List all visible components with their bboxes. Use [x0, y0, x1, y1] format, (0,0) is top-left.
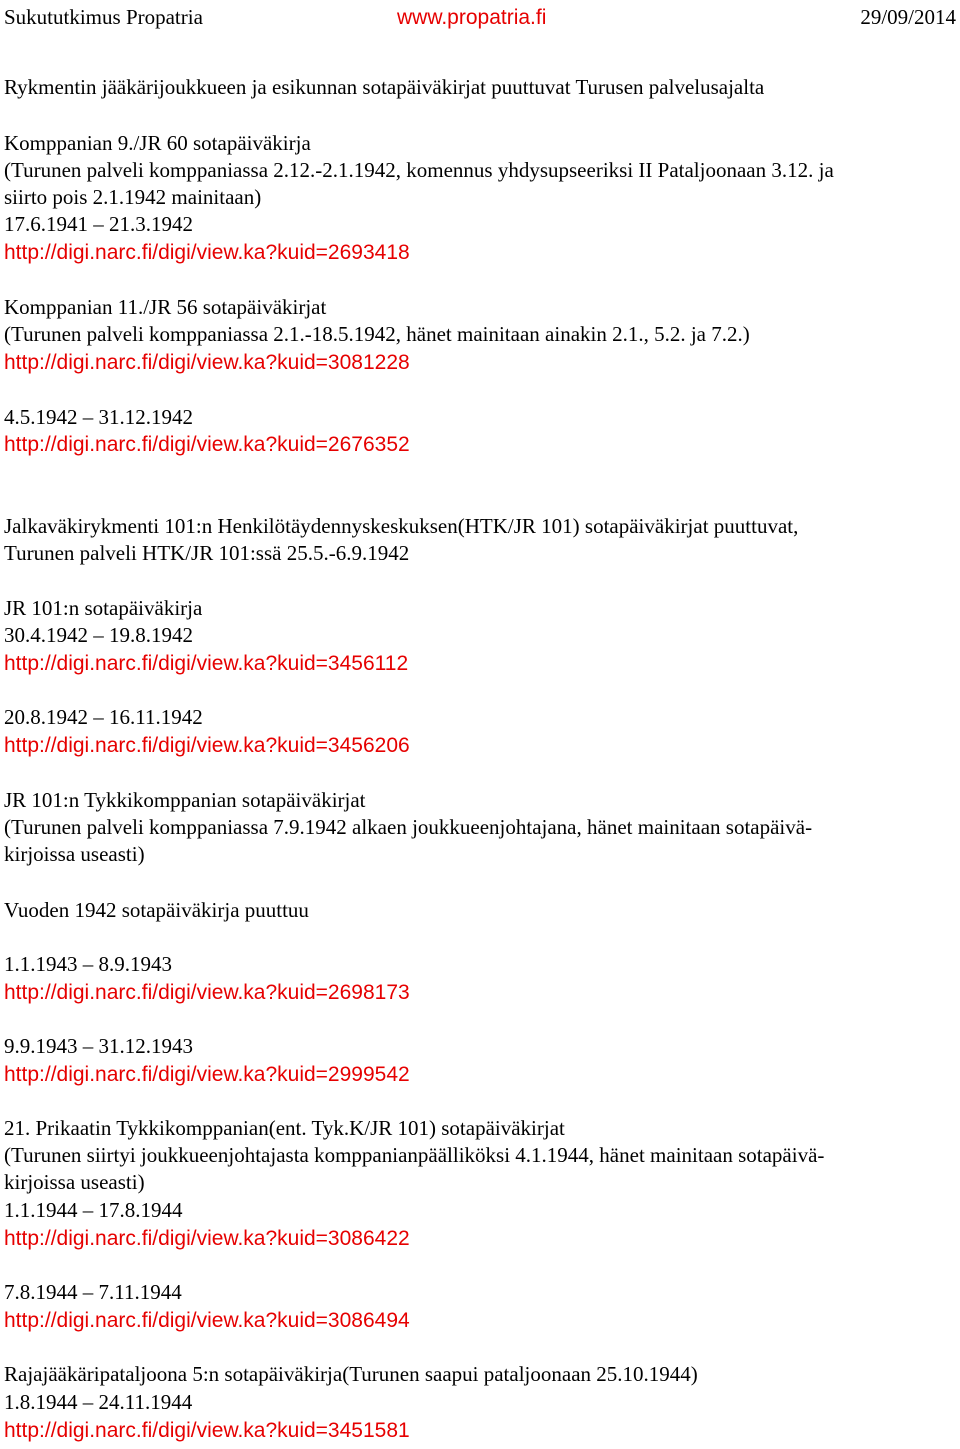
- archive-link[interactable]: http://digi.narc.fi/digi/view.ka?kuid=3086422: [4, 1227, 410, 1250]
- text-line: JR 101:n Tykkikomppanian sotapäiväkirjat: [4, 788, 366, 812]
- archive-link[interactable]: http://digi.narc.fi/digi/view.ka?kuid=2999542: [4, 1063, 410, 1086]
- text-line: Turunen palveli HTK/JR 101:ssä 25.5.-6.9.1942: [4, 541, 410, 565]
- text-line: 1.1.1944 – 17.8.1944: [4, 1198, 183, 1222]
- text-line: Jalkaväkirykmenti 101:n Henkilötäydennyskeskuksen(HTK/JR 101) sotapäiväkirjat puuttuvat,: [4, 514, 799, 538]
- archive-link[interactable]: http://digi.narc.fi/digi/view.ka?kuid=3451581: [4, 1419, 410, 1442]
- header-site-link[interactable]: www.propatria.fi: [397, 6, 547, 29]
- text-line: (Turunen palveli komppaniassa 2.12.-2.1.1942, komennus yhdysupseeriksi II Pataljoonaan 3.12. ja: [4, 158, 834, 182]
- text-line: Rajajääkäripataljoona 5:n sotapäiväkirja(Turunen saapui pataljoonaan 25.10.1944): [4, 1362, 698, 1386]
- text-line: 4.5.1942 – 31.12.1942: [4, 405, 193, 429]
- text-line: (Turunen palveli komppaniassa 2.1.-18.5.1942, hänet mainitaan ainakin 2.1., 5.2. ja 7.2.): [4, 322, 750, 346]
- text-line: Komppanian 9./JR 60 sotapäiväkirja: [4, 131, 311, 155]
- text-line: JR 101:n sotapäiväkirja: [4, 596, 203, 620]
- header-date: 29/09/2014: [860, 5, 956, 29]
- archive-link[interactable]: http://digi.narc.fi/digi/view.ka?kuid=3456112: [4, 652, 409, 675]
- text-line: (Turunen palveli komppaniassa 7.9.1942 alkaen joukkueenjohtajana, hänet mainitaan sotapäivä-: [4, 815, 813, 839]
- archive-link[interactable]: http://digi.narc.fi/digi/view.ka?kuid=3456206: [4, 734, 410, 757]
- text-line: 9.9.1943 – 31.12.1943: [4, 1034, 193, 1058]
- text-line: 20.8.1942 – 16.11.1942: [4, 705, 203, 729]
- header-title: Sukututkimus Propatria: [4, 5, 203, 29]
- archive-link[interactable]: http://digi.narc.fi/digi/view.ka?kuid=3081228: [4, 351, 410, 374]
- archive-link[interactable]: http://digi.narc.fi/digi/view.ka?kuid=2676352: [4, 433, 410, 456]
- text-line: 1.1.1943 – 8.9.1943: [4, 952, 172, 976]
- text-line: 21. Prikaatin Tykkikomppanian(ent. Tyk.K/JR 101) sotapäiväkirjat: [4, 1116, 565, 1140]
- archive-link[interactable]: http://digi.narc.fi/digi/view.ka?kuid=3086494: [4, 1309, 410, 1332]
- text-line: (Turunen siirtyi joukkueenjohtajasta komppanianpäälliköksi 4.1.1944, hänet mainitaan sotapäivä-: [4, 1143, 825, 1167]
- text-line: siirto pois 2.1.1942 mainitaan): [4, 185, 262, 209]
- text-line: 30.4.1942 – 19.8.1942: [4, 623, 193, 647]
- text-line: Vuoden 1942 sotapäiväkirja puuttuu: [4, 898, 309, 922]
- archive-link[interactable]: http://digi.narc.fi/digi/view.ka?kuid=2693418: [4, 241, 410, 264]
- text-line: Komppanian 11./JR 56 sotapäiväkirjat: [4, 295, 327, 319]
- text-line: Rykmentin jääkärijoukkueen ja esikunnan sotapäiväkirjat puuttuvat Turusen palvelusajalta: [4, 75, 765, 99]
- text-line: kirjoissa useasti): [4, 1170, 145, 1194]
- text-line: 1.8.1944 – 24.11.1944: [4, 1390, 193, 1414]
- text-line: kirjoissa useasti): [4, 842, 145, 866]
- text-line: 17.6.1941 – 21.3.1942: [4, 212, 193, 236]
- text-line: 7.8.1944 – 7.11.1944: [4, 1280, 182, 1304]
- page-header: [0, 4, 960, 32]
- archive-link[interactable]: http://digi.narc.fi/digi/view.ka?kuid=2698173: [4, 981, 410, 1004]
